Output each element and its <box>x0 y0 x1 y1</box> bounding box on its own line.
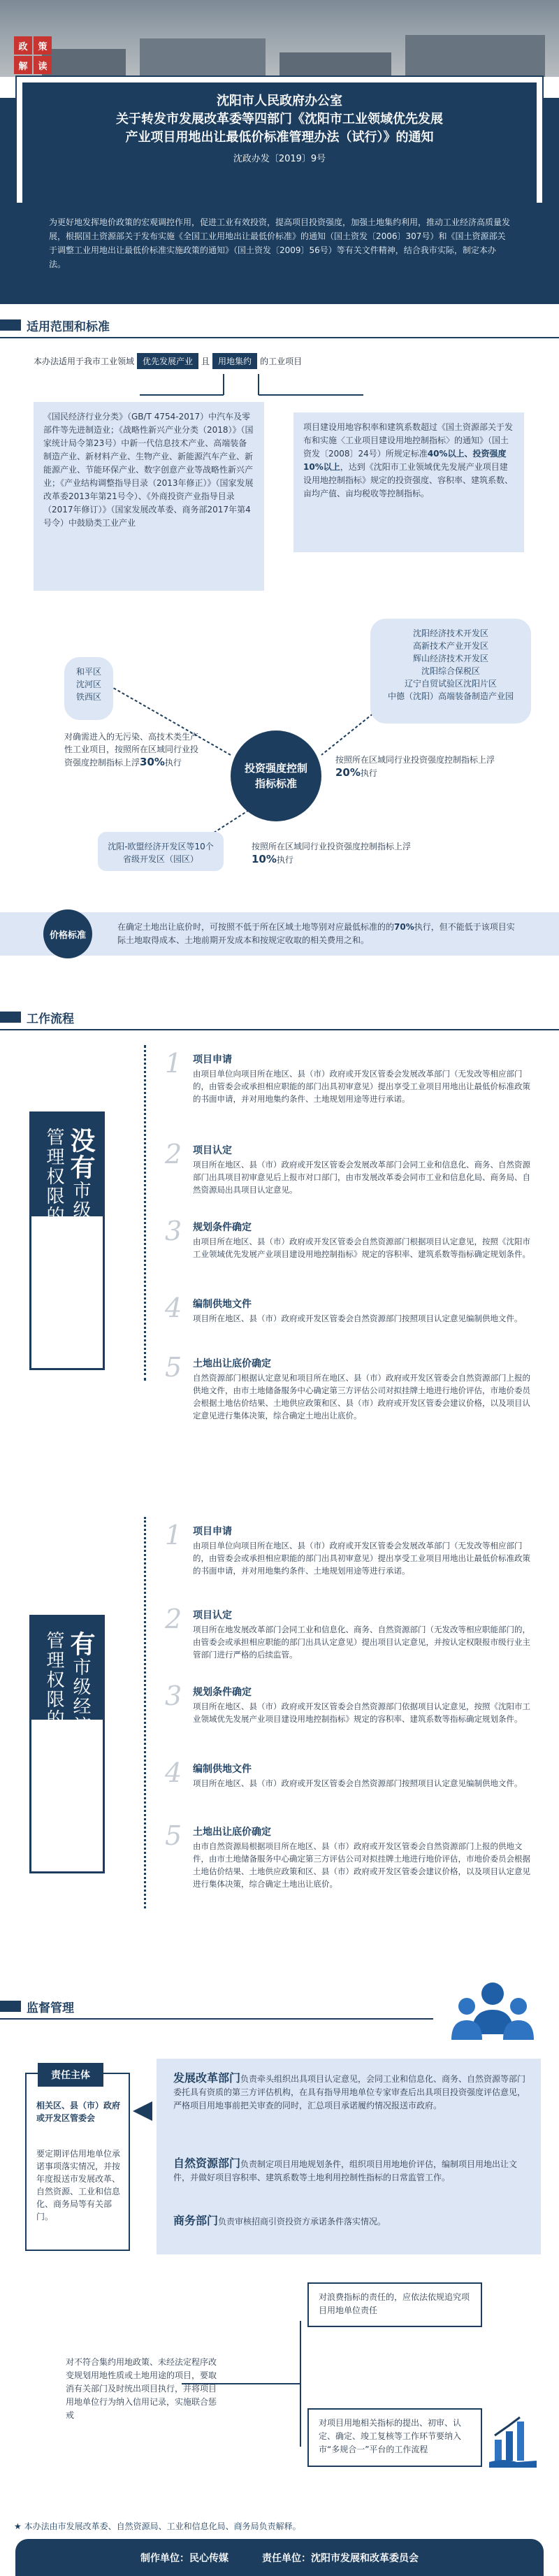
note-provincial-zones <box>252 840 412 866</box>
price-standard-label: 价格标准 <box>43 909 92 958</box>
note-core-districts <box>64 731 204 769</box>
arrow-right-icon <box>130 2097 158 2125</box>
step-number: 2 <box>165 1604 182 1634</box>
note-provincial-text-b: 执行 <box>276 855 293 865</box>
duty-text: 负责制定项目用地规划条件，组织项目用地地价评估，编制项目用地出让文件，并做好项目容积率、建筑系数等土地利用控制性指标的日常监管工作。 <box>173 2159 518 2182</box>
tag-du: 读 <box>34 56 52 74</box>
people-group-icon <box>447 1978 538 2055</box>
zone-item: 辉山经济技术开发区 <box>412 654 488 663</box>
responsible-party-box <box>25 2070 130 2251</box>
duty-development-reform <box>173 2071 530 2113</box>
note-zones-text-b: 执行 <box>360 768 377 778</box>
footer-responsible: 责任单位：沈阳市发展和改革委员会 <box>262 2552 419 2564</box>
section-workflow <box>0 1007 559 1028</box>
step-title: 规划条件确定 <box>193 1687 252 1698</box>
step-number: 2 <box>165 1139 182 1170</box>
note-provincial-pct: 10% <box>252 853 277 865</box>
step-number: 4 <box>165 1757 182 1788</box>
section-scope-title: 适用范围和标准 <box>27 319 110 334</box>
step-number: 1 <box>165 1048 182 1079</box>
scope-post: 的工业项目 <box>260 357 303 366</box>
title-line2: 关于转发市发展改革委等四部门《沈阳市工业领域优先发展 <box>116 112 443 127</box>
tag-zheng: 政 <box>14 36 32 55</box>
step-desc: 自然资源部门根据认定意见和项目所在地区、县（市）政府或开发区管委会自然资源部门上报的供地文件，由市土地储备服务中心确定第三方评估公司对拟挂牌土地进行地价评估，市地价委员会根据土地估价结果、土地供应政策和区、县（市）政府或开发区管委会建议价格，以及项目认定意见进行集体决策，综合确定土地出让底价。 <box>193 1373 530 1420</box>
step-title: 土地出让底价确定 <box>193 1358 271 1369</box>
price-text-a: 在确定土地出让底价时，可按照不低于所在区域土地等别对应最低标准的的 <box>117 922 395 932</box>
scope-criteria-box <box>293 412 524 552</box>
step-number: 5 <box>165 1352 182 1383</box>
duty-natural-resources <box>173 2157 530 2185</box>
pill-land-intensive: 用地集约 <box>212 353 257 369</box>
note-core-pct: 30% <box>140 756 165 768</box>
step-title: 编制供地文件 <box>193 1299 252 1310</box>
workflow-a-label <box>29 1111 105 1370</box>
step-desc: 项目所在地区、县（市）政府或开发区管委会自然资源部门依据项目认定意见，按照《沈阳市工业领域优先发展产业项目建设用地控制指标》规定的容积率、建筑系数等指标确定规划条件。 <box>193 1701 530 1724</box>
duty-text: 负责审核招商引资投资方承诺条件落实情况。 <box>218 2217 386 2226</box>
section-scope <box>0 315 559 336</box>
zone-item: 辽宁自贸试验区沈阳片区 <box>404 679 497 689</box>
footnote: ★ 本办法由市发展改革委、自然资源局、工业和信息化局、商务局负责解释。 <box>14 2521 301 2531</box>
district-heping: 和平区 <box>75 667 101 677</box>
note-core-text-b: 执行 <box>164 758 182 768</box>
provincial-zones-bubble: 沈阳-欧盟经济开发区等10个省级开发区（园区） <box>98 832 224 871</box>
control-platform-workflow: 对项目用地相关指标的提出、初审、认定、确定、竣工复核等工作环节要纳入市“多规合一”平台的工作流程 <box>307 2408 482 2467</box>
workflow-b-label-big: 有 <box>66 1631 95 1657</box>
workflow-b-timeline <box>144 1517 146 1908</box>
note-development-zones <box>335 754 503 779</box>
step-title: 规划条件确定 <box>193 1222 252 1233</box>
department-duties-panel <box>157 2059 541 2254</box>
step-desc: 项目所在地区、县（市）政府或开发区管委会发展改革部门会同工业和信息化、商务、自然资源部门出具项目初审意见后上报市对口部门，由市发展改革委会同市工业和信息化局、商务局、自然资源局出具项目认定意见。 <box>193 1160 530 1195</box>
step-title: 项目认定 <box>193 1145 232 1156</box>
duty-commerce <box>173 2214 530 2229</box>
zone-item: 中德（沈阳）高端装备制造产业园 <box>387 691 514 701</box>
title-line3: 产业项目用地出让最低价标准管理办法（试行）》的通知 <box>125 130 434 145</box>
intro-text: 为更好地发挥地价政策的宏观调控作用，促进工业有效投资，提高项目投资强度，加强土地集约利用，推动工业经济高质量发展，根据国土资源部关于发布实施《全国工业用地出让最低价标准》的通知（国土资发〔2006〕307号）和《国土资源部关于调整工业用地出让最低价标准实施政策的通知》（国土资发〔2009〕56号）等有关文件精神，结合我市实际，制定本办法。 <box>0 203 559 304</box>
workflow-a-label-rest1: 市级经济 <box>70 1181 91 1259</box>
workflow-b-label-rest2: 管理权限的地区 <box>43 1631 64 1768</box>
title-line1: 沈阳市人民政府办公室 <box>217 94 342 108</box>
price-pct: 70% <box>394 922 414 932</box>
step-number: 3 <box>165 1216 182 1246</box>
investment-standard-circle: 投资强度控制指标标准 <box>231 731 321 821</box>
step-desc: 由项目所在地区、县（市）政府或开发区管委会自然资源部门根据项目认定意见，按照《沈阳市工业领域优先发展产业项目建设用地控制指标》规定的容积率、建筑系数等指标确定规划条件。 <box>193 1237 530 1259</box>
tag-ce: 策 <box>34 36 52 55</box>
note-core-text-a: 对确需进入的无污染、高技术类生产性工业项目，按照所在区域同行业投资强度控制指标上浮 <box>64 732 199 768</box>
price-standard-banner <box>0 912 559 956</box>
step-desc: 项目所在地区、县（市）政府或开发区管委会自然资源部门按照项目认定意见编制供地文件。 <box>193 1314 523 1323</box>
duty-text: 负责牵头组织出具项目认定意见，会同工业和信息化、商务、自然资源等部门委托具有资质的第三方评估机构，在具有指导用地单位专家审查后出具项目投资强度评估意见，严格项目用地事前把关审查的同时，汇总项目承诺履约情况报送市政府。 <box>173 2074 526 2110</box>
districts-development-zones <box>370 619 531 724</box>
bar-chart-hand-icon <box>489 2412 538 2468</box>
note-zones-text-a: 按照所在区域同行业投资强度控制指标上浮 <box>335 755 495 765</box>
zone-item: 沈阳经济技术开发区 <box>412 628 488 638</box>
step-number: 4 <box>165 1293 182 1323</box>
doc-number: 沈政办发〔2019〕9号 <box>233 154 326 164</box>
step-title: 编制供地文件 <box>193 1764 252 1775</box>
step-title: 项目认定 <box>193 1610 232 1621</box>
zone-item: 高新技术产业开发区 <box>412 641 488 651</box>
district-shenhe: 沈河区 <box>75 679 101 689</box>
duty-org: 自然资源部门 <box>173 2157 241 2170</box>
responsible-party-duty: 要定期评估用地单位承诺事项落实情况，并按年度报送市发展改革、自然资源、工业和信息化、商务局等有关部门。 <box>36 2149 121 2222</box>
tag-jie: 解 <box>14 56 32 74</box>
scope-industry-box: 《国民经济行业分类》（GB/T 4754-2017）中汽车及零部件等先进制造业；《战略性新兴产业分类（2018）》（国家统计局令第23号）中新一代信息技术产业、高端装备制造产业、新材料产业、生物产业、新能源汽车产业、新能源产业、节能环保产业、数字创意产业等战略性新兴产业；《产业结构调整指导目录（2013年修正）》（国家发展改革委2013年第21号令）、《外商投资产业指导目录（2017年修订）》（国家发展改革委、商务部2017年第4号令）中鼓励类工业产业 <box>34 402 264 591</box>
workflow-a-label-big: 没有 <box>66 1128 95 1181</box>
pill-priority-industry: 优先发展产业 <box>137 353 198 369</box>
workflow-b-label <box>29 1615 105 1873</box>
districts-core <box>64 657 113 720</box>
note-zones-pct: 20% <box>335 766 361 779</box>
criteria-highlight: 40%以上、投资强度10%以上 <box>303 449 507 472</box>
scope-mid: 且 <box>201 357 210 366</box>
zone-item: 沈阳综合保税区 <box>421 666 480 676</box>
note-provincial-text-a: 按照所在区域同行业投资强度控制指标上浮 <box>252 842 412 851</box>
section-supervision-title: 监督管理 <box>27 2001 74 2015</box>
hero-image <box>0 0 559 77</box>
control-accountability: 对浪费指标的责任的，应依法依规追究项目用地单位责任 <box>307 2282 482 2327</box>
step-number: 3 <box>165 1681 182 1711</box>
step-title: 项目申请 <box>193 1526 232 1537</box>
step-desc: 由市自然资源局根据项目所在地区、县（市）政府或开发区管委会自然资源部门上报的供地文件，由市土地储备服务中心确定第三方评估公司对拟挂牌土地进行地价评估，市地价委员会根据土地估价结果、土地供应政策和区、县（市）政府或开发区管委会建议价格，以及项目认定意见进行集体决策，综合确定土地出让底价。 <box>193 1841 530 1889</box>
workflow-b-label-rest1: 市级经济 <box>70 1657 91 1736</box>
step-title: 土地出让底价确定 <box>193 1827 271 1838</box>
workflow-a-timeline <box>144 1045 146 1381</box>
duty-org: 商务部门 <box>173 2214 219 2227</box>
title-panel <box>0 94 559 203</box>
control-credit-penalty: 对不符合集约用地政策、未经法定程序改变规划用地性质或土地用途的项目，要取消有关部门及时统出项目执行，并将项目用地单位行为纳入信用记录，实施联合惩戒 <box>66 2357 217 2420</box>
section-supervision <box>0 1996 433 2017</box>
footer-bar <box>15 2539 544 2576</box>
responsible-party-label: 责任主体 <box>38 2063 103 2087</box>
criteria-text-b: ，达到《沈阳市工业领域优先发展产业项目建设用地控制指标》规定的投资强度、容积率、建筑系数、亩均产值、亩均税收等控制指标。 <box>303 462 514 498</box>
step-desc: 项目所在地区、县（市）政府或开发区管委会自然资源部门按照项目认定意见编制供地文件。 <box>193 1778 523 1788</box>
price-standard-text <box>117 921 523 947</box>
step-number: 1 <box>165 1520 182 1550</box>
duty-org: 发展改革部门 <box>173 2071 241 2085</box>
responsible-party-text: 相关区、县（市）政府或开发区管委会 <box>36 2101 121 2123</box>
step-title: 项目申请 <box>193 1054 232 1065</box>
workflow-a-label-rest2: 管理权限的地区 <box>43 1128 64 1265</box>
step-desc: 由项目单位向项目所在地区、县（市）政府或开发区管委会发展改革部门（无发改等相应部门的，由管委会或承担相应职能的部门出具初审意见）提出享受工业项目用地出让最低价标准政策的书面申请，并对用地集约条件、土地规划用途等进行承诺。 <box>193 1069 530 1104</box>
step-number: 5 <box>165 1820 182 1851</box>
section-workflow-title: 工作流程 <box>27 1012 74 1026</box>
step-desc: 由项目单位向项目所在地区、县（市）政府或开发区管委会发展改革部门（无发改等相应部门的，由管委会或承担相应职能的部门出具初审意见）提出享受工业项目用地出让最低价标准政策的书面申请，并对用地集约条件、土地规划用途等进行承诺。 <box>193 1541 530 1576</box>
scope-pre: 本办法适用于我市工业领域 <box>34 357 135 366</box>
district-tiexi: 铁西区 <box>75 692 101 702</box>
criteria-text-a: 项目建设用地容积率和建筑系数超过《国土资源部关于发布和实施〈工业项目建设用地控制指标〉的通知》（国土资发〔2008〕24号）所规定标准 <box>303 422 514 459</box>
step-desc: 项目所在地发展改革部门会同工业和信息化、商务、自然资源部门（无发改等相应职能部门的，由管委会或承担相应职能的部门出具认定意见）提出项目认定意见，并按认定权限报市级行业主管部门进行严格的后续监管。 <box>193 1625 530 1660</box>
price-text-b: 执行，但不能低于该项目实际土地取得成本、土地前期开发成本和按规定收取的相关费用之和。 <box>117 922 515 945</box>
footer-producer: 制作单位：民心传媒 <box>140 2552 228 2564</box>
